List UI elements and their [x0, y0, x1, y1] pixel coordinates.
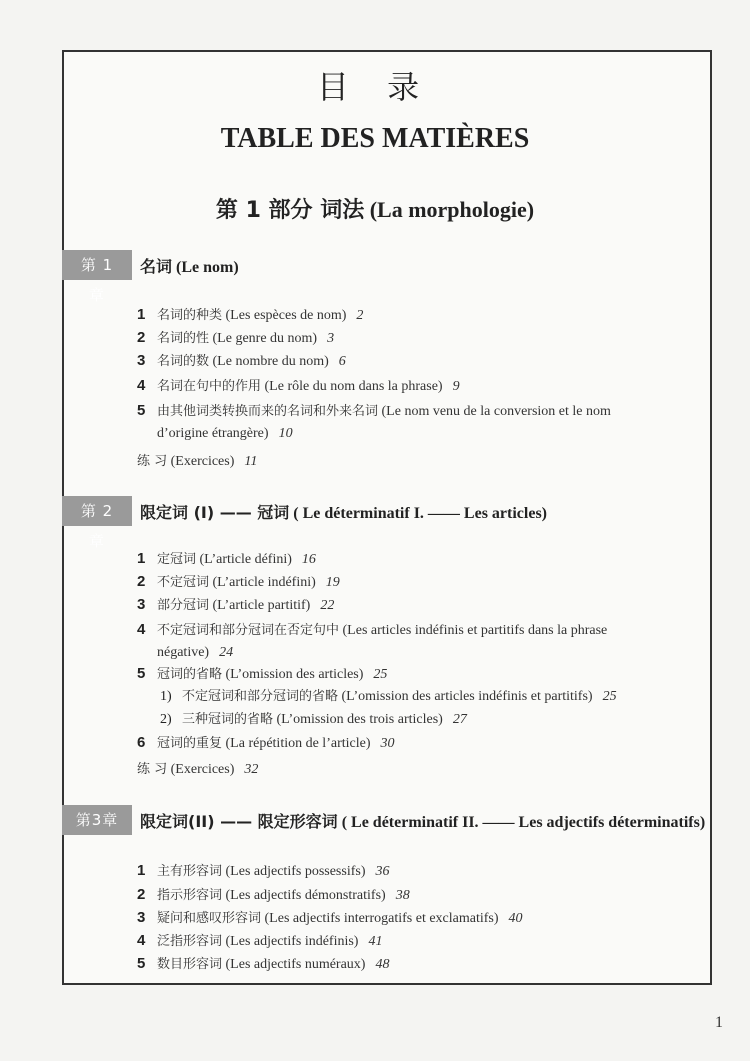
entry-zh: 数目形容词: [157, 957, 223, 972]
page-number: 1: [715, 1014, 723, 1031]
toc-entry[interactable]: [137, 930, 707, 953]
entry-number: 1: [137, 862, 146, 879]
entry-page: 16: [301, 552, 316, 567]
toc-entry[interactable]: [137, 860, 707, 883]
entry-number: 3: [137, 909, 146, 926]
entry-fr: (Les articles indéfinis et partitifs dans la phrase: [342, 623, 608, 638]
toc-entry[interactable]: [137, 400, 707, 445]
entry-number: 3: [137, 352, 146, 369]
entry-zh: 指示形容词: [157, 888, 223, 903]
toc-entry[interactable]: [137, 907, 707, 930]
toc-entry[interactable]: [137, 594, 707, 617]
entry-continuation: [137, 423, 707, 445]
chapter-3-title-fr: ( Le déterminatif II. —— Les adjectifs déterminatifs): [341, 813, 706, 831]
entry-fr: (Les adjectifs interrogatifs et exclamatifs): [264, 911, 499, 926]
exercise-zh: 练 习: [137, 454, 168, 469]
entry-zh: 定冠词: [157, 552, 197, 567]
entry-fr: (Les adjectifs démonstratifs): [225, 888, 386, 903]
entry-zh: 不定冠词和部分冠词在否定句中: [157, 623, 340, 638]
chapter-1-title: [140, 254, 239, 277]
entry-zh: 疑问和感叹形容词: [157, 911, 262, 926]
entry-number: 1: [137, 550, 146, 567]
chapter-3-title: [140, 809, 705, 832]
chapter-1-heading[interactable]: [62, 250, 712, 304]
entry-fr: d’origine étrangère): [157, 426, 269, 441]
entry-page: 38: [395, 888, 410, 903]
entry-number: 4: [137, 377, 146, 394]
entry-page: 9: [452, 379, 460, 394]
entry-page: 6: [338, 354, 346, 369]
entry-page: 41: [368, 934, 383, 949]
toc-subentry[interactable]: [160, 709, 730, 731]
exercise-entry[interactable]: [137, 450, 257, 470]
part-title: [0, 193, 750, 224]
entry-page: 25: [373, 667, 388, 682]
entry-fr: (L’omission des articles indéfinis et partitifs): [341, 689, 593, 704]
toc-entry[interactable]: [137, 327, 707, 350]
entry-page: 30: [380, 736, 395, 751]
entry-zh: 主有形容词: [157, 864, 223, 879]
entry-fr: (L’omission des articles): [225, 667, 364, 682]
entry-fr: (Les adjectifs numéraux): [225, 957, 366, 972]
entry-fr: (Le nombre du nom): [212, 354, 329, 369]
entry-fr: (Les adjectifs possessifs): [225, 864, 366, 879]
entry-zh: 名词的性: [157, 331, 210, 346]
entry-fr: (L’article partitif): [212, 598, 311, 613]
entry-number: 2): [160, 712, 172, 727]
entry-number: 6: [137, 734, 146, 751]
entry-page: 3: [327, 331, 335, 346]
entry-zh: 不定冠词和部分冠词的省略: [182, 689, 339, 704]
page-title-zh: 目 录: [316, 68, 434, 106]
part-title-zh: 第 1 部分 词法: [215, 198, 365, 223]
exercise-zh: 练 习: [137, 762, 168, 777]
entry-page: 24: [219, 645, 234, 660]
entry-fr: (Les adjectifs indéfinis): [225, 934, 359, 949]
exercise-page: 32: [244, 762, 259, 777]
chapter-2-heading[interactable]: [62, 496, 712, 550]
entry-fr: négative): [157, 645, 210, 660]
entry-fr: (L’article défini): [199, 552, 292, 567]
entry-number: 5: [137, 955, 146, 972]
entry-number: 4: [137, 932, 146, 949]
toc-entry[interactable]: [137, 375, 707, 398]
entry-page: 36: [375, 864, 390, 879]
exercise-page: 11: [244, 454, 258, 469]
entry-number: 4: [137, 621, 146, 638]
entry-fr: (L’omission des trois articles): [276, 712, 443, 727]
toc-entry[interactable]: [137, 663, 707, 686]
entry-zh: 冠词的省略: [157, 667, 223, 682]
entry-zh: 名词在句中的作用: [157, 379, 262, 394]
exercise-entry[interactable]: [137, 758, 258, 778]
page-title-fr: TABLE DES MATIÈRES: [220, 123, 530, 154]
entry-zh: 冠词的重复: [157, 736, 223, 751]
entry-page: 22: [320, 598, 335, 613]
chapter-3-label: 第3章: [62, 805, 132, 835]
chapter-1-label: 第 1 章: [62, 250, 132, 280]
entry-fr: (La répétition de l’article): [225, 736, 371, 751]
entry-page: 10: [278, 426, 293, 441]
toc-entry[interactable]: [137, 953, 707, 976]
entry-page: 19: [325, 575, 340, 590]
entry-zh: 名词的种类: [157, 308, 223, 323]
entry-page: 27: [452, 712, 467, 727]
chapter-2-title: [140, 500, 547, 523]
entry-fr: (Le genre du nom): [212, 331, 318, 346]
chapter-2-title-zh: 限定词 (I) —— 冠词: [140, 502, 290, 522]
part-title-fr: (La morphologie): [369, 197, 535, 222]
toc-entry[interactable]: [137, 619, 707, 664]
entry-zh: 由其他词类转换而来的名词和外来名词: [157, 404, 379, 419]
exercise-fr: (Exercices): [170, 762, 235, 777]
entry-number: 3: [137, 596, 146, 613]
chapter-2-label: 第 2 章: [62, 496, 132, 526]
entry-number: 1): [160, 689, 172, 704]
entry-zh: 三种冠词的省略: [182, 712, 274, 727]
entry-number: 2: [137, 329, 146, 346]
entry-number: 2: [137, 573, 146, 590]
entry-zh: 部分冠词: [157, 598, 210, 613]
entry-zh: 名词的数: [157, 354, 210, 369]
entry-fr: (Le nom venu de la conversion et le nom: [381, 404, 611, 419]
entry-zh: 泛指形容词: [157, 934, 223, 949]
entry-page: 2: [356, 308, 364, 323]
entry-continuation: [137, 642, 707, 664]
chapter-2-title-fr: ( Le déterminatif I. —— Les articles): [293, 504, 548, 522]
entry-fr: (Les espèces de nom): [225, 308, 347, 323]
entry-page: 48: [375, 957, 390, 972]
chapter-3-heading[interactable]: [62, 805, 712, 835]
entry-number: 1: [137, 306, 146, 323]
chapter-3-title-zh: 限定词(II) —— 限定形容词: [140, 811, 338, 831]
toc-entry[interactable]: [137, 732, 707, 755]
entry-fr: (L’article indéfini): [212, 575, 316, 590]
toc-subentry[interactable]: [160, 686, 730, 708]
toc-entry[interactable]: [137, 571, 707, 594]
entry-page: 40: [508, 911, 523, 926]
toc-entry[interactable]: [137, 884, 707, 907]
entry-number: 5: [137, 665, 146, 682]
chapter-1-title-zh: 名词: [140, 256, 173, 276]
entry-number: 5: [137, 402, 146, 419]
toc-entry[interactable]: [137, 350, 707, 373]
entry-number: 2: [137, 886, 146, 903]
entry-page: 25: [602, 689, 617, 704]
entry-zh: 不定冠词: [157, 575, 210, 590]
entry-fr: (Le rôle du nom dans la phrase): [264, 379, 443, 394]
exercise-fr: (Exercices): [170, 454, 235, 469]
toc-entry[interactable]: [137, 304, 707, 327]
chapter-1-title-fr: (Le nom): [176, 258, 239, 276]
toc-entry[interactable]: [137, 548, 707, 571]
